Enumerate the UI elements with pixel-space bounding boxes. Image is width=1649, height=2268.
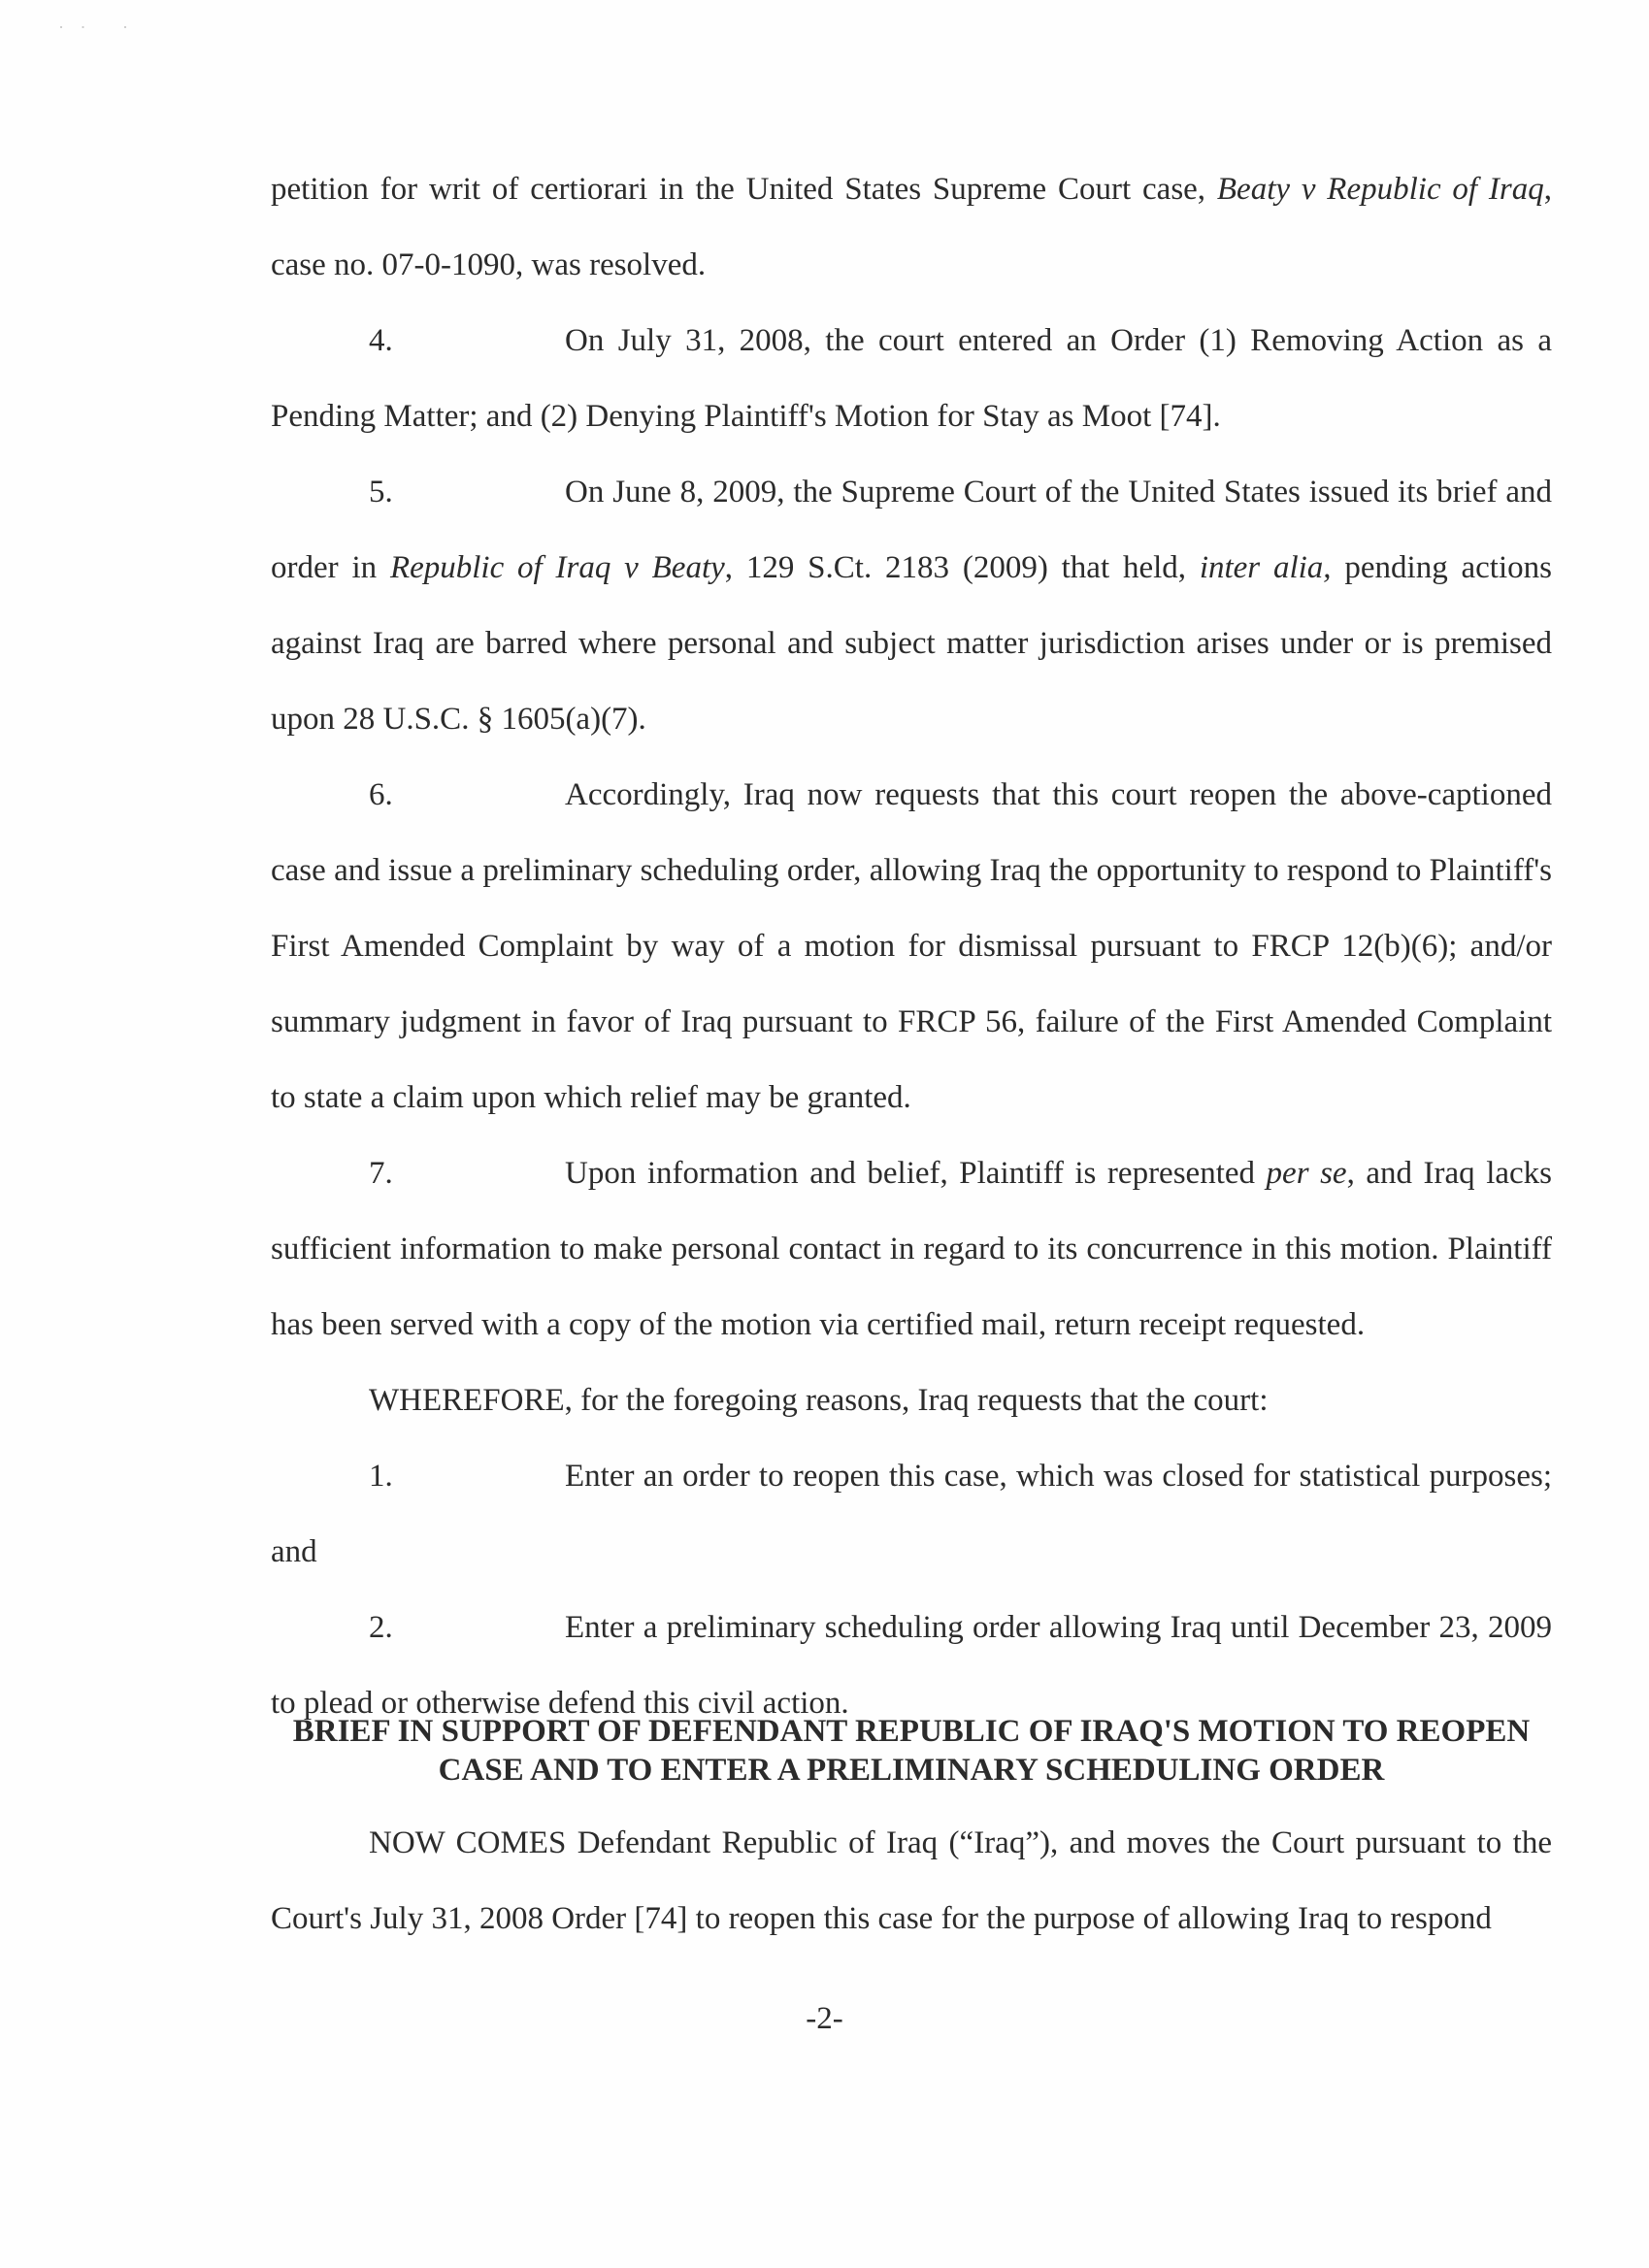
- brief-body: [271, 1805, 1552, 1956]
- wherefore-clause: [271, 1363, 1552, 1438]
- continuation-rest: , case no. 07-0-1090, was resolved.: [271, 172, 1552, 282]
- scan-artifact: · · ·: [58, 17, 134, 37]
- paragraph-continuation: [271, 151, 1552, 303]
- wherefore-text: WHEREFORE, for the foregoing reasons, Iraq requests that the court:: [369, 1383, 1269, 1418]
- paragraph-5: [271, 454, 1552, 757]
- case-name-republic-of-iraq: Republic of Iraq v Beaty: [389, 550, 725, 585]
- brief-intro-text: NOW COMES Defendant Republic of Iraq (“Iraq”), and moves the Court pursuant to the Court's July 31, 2008 Order [74] to reopen this case for the purpose of allowing Iraq to respond: [271, 1825, 1552, 1936]
- paragraph-7-text-a: Upon information and belief, Plaintiff is represented: [565, 1156, 1267, 1191]
- request-2-text: Enter a preliminary scheduling order allowing Iraq until December 23, 2009 to plead or otherwise defend this civil action.: [271, 1610, 1552, 1721]
- paragraph-7-text-b: , and Iraq lacks sufficient information to make personal contact in regard to its concurrence in this motion. Plaintiff has been served with a copy of the motion via certified mail, return receipt requested.: [271, 1156, 1552, 1342]
- motion-body: [271, 151, 1552, 1741]
- paragraph-number: 6.: [369, 777, 393, 812]
- brief-heading-line-1: BRIEF IN SUPPORT OF DEFENDANT REPUBLIC OF IRAQ'S MOTION TO REOPEN: [292, 1714, 1531, 1749]
- case-name-beaty: Beaty v Republic of Iraq: [1216, 172, 1544, 207]
- paragraph-7: [271, 1135, 1552, 1363]
- paragraph-4-text: On July 31, 2008, the court entered an Order (1) Removing Action as a Pending Matter; and (2) Denying Plaintiff's Motion for Stay as Moot [74].: [271, 323, 1552, 434]
- paragraph-5-text-c: pending actions against Iraq are barred where personal and subject matter jurisdiction arises under or is premised upon 28 U.S.C. § 1605(a)(7).: [271, 550, 1552, 737]
- brief-heading: [271, 1712, 1552, 1790]
- request-1: [271, 1438, 1552, 1590]
- request-1-text: Enter an order to reopen this case, which was closed for statistical purposes; and: [271, 1459, 1552, 1569]
- paragraph-number: 5.: [369, 475, 393, 509]
- paragraph-5-text-a: On June 8, 2009, the Supreme Court of the United States issued its brief and order in: [271, 475, 1552, 585]
- page-number: -2-: [806, 2001, 843, 2036]
- continuation-text: petition for writ of certiorari in the United States Supreme Court case,: [271, 172, 1217, 207]
- request-number: 2.: [369, 1610, 393, 1645]
- inter-alia: inter alia,: [1199, 550, 1332, 585]
- paragraph-number: 4.: [369, 323, 393, 358]
- paragraph-6-text: Accordingly, Iraq now requests that this court reopen the above-captioned case and issue a preliminary scheduling order, allowing Iraq the opportunity to respond to Plaintiff's First Amended Complaint by way of a motion for dismissal pursuant to FRCP 12(b)(6); and/or summary judgment in favor of Iraq pursuant to FRCP 56, failure of the First Amended Complaint to state a claim upon which relief may be granted.: [271, 777, 1552, 1115]
- paragraph-5-text-b: , 129 S.Ct. 2183 (2009) that held,: [724, 550, 1200, 585]
- brief-heading-line-2: CASE AND TO ENTER A PRELIMINARY SCHEDULING ORDER: [438, 1753, 1385, 1788]
- paragraph-number: 7.: [369, 1156, 393, 1191]
- per-se: per se: [1266, 1156, 1347, 1191]
- paragraph-4: [271, 303, 1552, 454]
- brief-intro-paragraph: [271, 1805, 1552, 1956]
- paragraph-6: [271, 757, 1552, 1135]
- request-number: 1.: [369, 1459, 393, 1494]
